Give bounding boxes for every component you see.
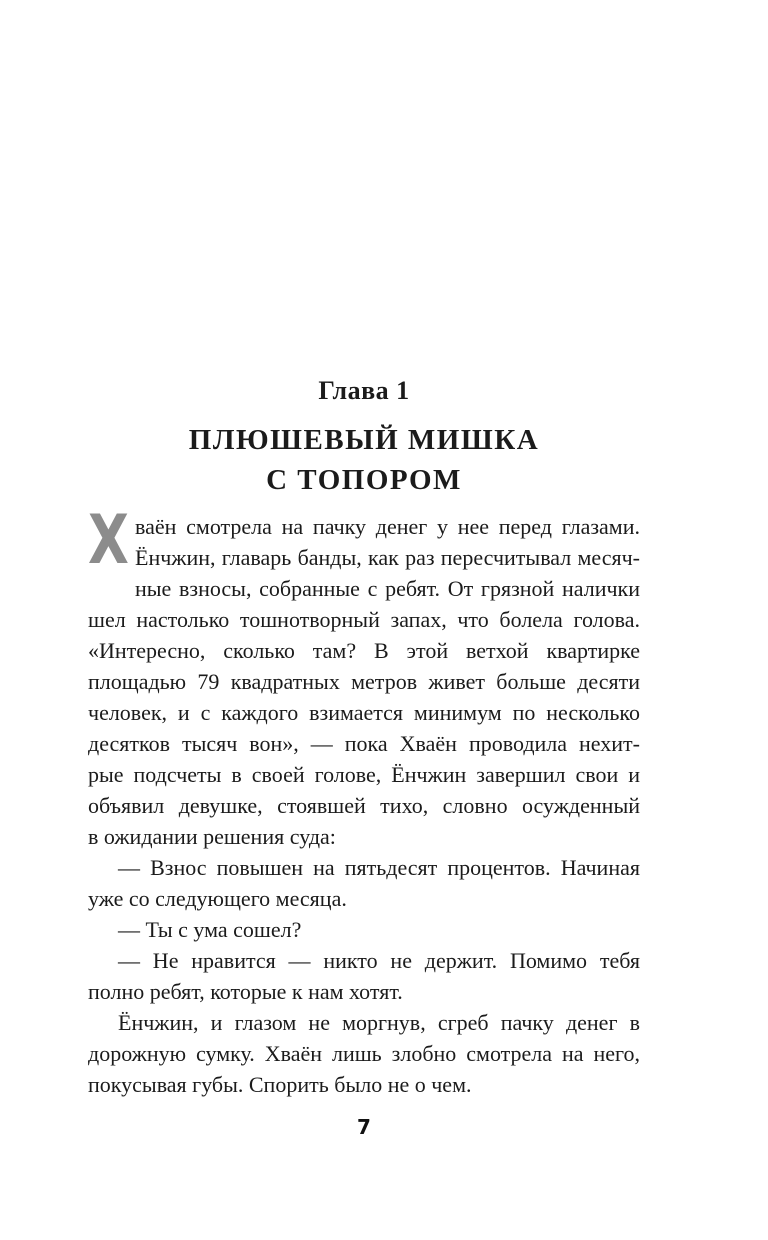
body-line: объявил девушке, стоявшей тихо, словно осужденный — [88, 793, 640, 818]
body-line: шел настолько тошнотворный запах, что болела голова. — [88, 607, 640, 632]
paragraph — [88, 852, 640, 914]
body-line: Ёнчжин, главарь банды, как раз пересчитывал месяч- — [135, 545, 640, 570]
body-line: ваён смотрела на пачку денег у нее перед глазами. — [135, 514, 640, 539]
body-line: десятков тысяч вон», — пока Хваён проводила нехит- — [88, 731, 640, 756]
text-column — [88, 0, 640, 1140]
body-line: полно ребят, которые к нам хотят. — [88, 979, 403, 1004]
body-line: — Не нравится — никто не держит. Помимо тебя — [118, 948, 640, 973]
chapter-title-line-1: ПЛЮШЕВЫЙ МИШКА — [188, 424, 540, 456]
paragraph — [88, 945, 640, 1007]
page-number: 7 — [357, 1115, 371, 1139]
body-line: рые подсчеты в своей голове, Ёнчжин завершил свои и — [88, 762, 640, 787]
paragraph — [88, 914, 640, 945]
body-line: «Интересно, сколько там? В этой ветхой квартирке — [88, 638, 640, 663]
paragraph — [88, 1007, 640, 1100]
chapter-heading: Глава 1 — [318, 376, 410, 405]
body-line: площадью 79 квадратных метров живет больше десяти — [88, 669, 640, 694]
body-line: — Взнос повышен на пятьдесят процентов. Начиная — [118, 855, 640, 880]
body-line: уже со следующего месяца. — [88, 886, 347, 911]
paragraph — [88, 501, 640, 852]
chapter-title-line-2: С ТОПОРОМ — [266, 464, 462, 496]
body-line: в ожидании решения суда: — [88, 824, 336, 849]
body-line: Ёнчжин, и глазом не моргнув, сгреб пачку денег в — [118, 1010, 640, 1035]
body-line: ные взносы, собранные с ребят. От грязной налички — [135, 576, 640, 601]
body-line: дорожную сумку. Хваён лишь злобно смотрела на него, — [88, 1041, 640, 1066]
body-line: — Ты с ума сошел? — [118, 917, 302, 942]
body-line: человек, и с каждого взимается минимум по несколько — [88, 700, 640, 725]
body-text — [88, 501, 640, 1100]
body-line: покусывая губы. Спорить было не о чем. — [88, 1072, 472, 1097]
drop-cap-letter: Х — [88, 501, 129, 580]
chapter-title — [88, 420, 640, 500]
